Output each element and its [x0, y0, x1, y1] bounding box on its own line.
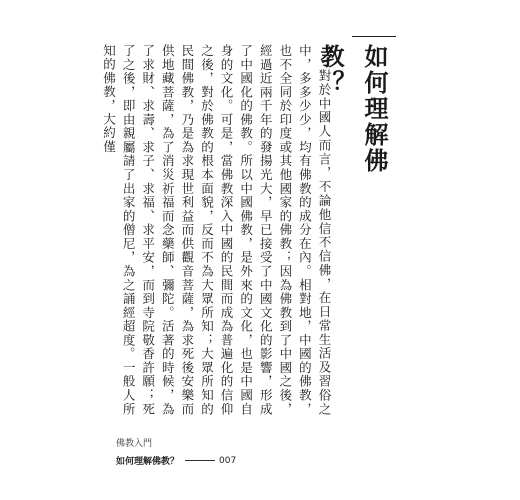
- body-text: [98, 44, 334, 416]
- body-paragraph: 對於中國人而言，不論他信不信佛，在日常生活及習俗之中，多多少少，均有佛教的成分在內。相對地，中國的佛教，也不全同於印度或其他國家的佛教；因為佛教到了中國之後，經過近兩千年的發揚光大，早已接受了中國文化的影響，形成了中國化的佛教。所以中國佛教，是外來的文化，也是中國自身的文化。可是，當佛教深入中國的民間而成為普遍化的信仰之後，對於佛教的根本面貌，反而不為大眾所知；大眾所知的民間佛教，乃是為求現世利益而供觀音菩薩，為求死後安樂而供地藏菩薩，為了消災祈福而念藥師、彌陀。活著的時候，為了求財、求壽、求子、求福、求平安，而到寺院敬香許願；死了之後，即由親屬請了出家的僧尼，為之誦經超度。一般人所知的佛教，大約僅: [101, 44, 332, 416]
- page-number: 007: [219, 455, 237, 466]
- footer-section-name: 佛教入門: [116, 439, 153, 449]
- title-rule: [352, 36, 396, 37]
- footer-dash: [185, 460, 215, 461]
- chapter-title: 如何理解佛教？: [316, 44, 389, 174]
- footer-chapter-title: 如何理解佛教？: [116, 457, 180, 467]
- footer-running-head: [116, 454, 236, 467]
